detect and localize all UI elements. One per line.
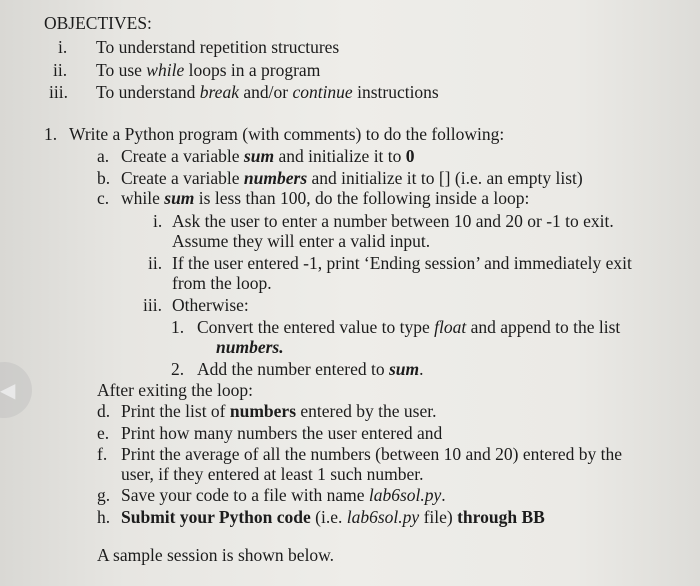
item-b-label: b. [97, 168, 111, 188]
objective-3-num: iii. [49, 82, 68, 102]
item-a-label: a. [97, 146, 110, 166]
item-c-iii-1-label: 1. [171, 317, 185, 337]
item-g-label: g. [97, 485, 111, 505]
question-1-text: Write a Python program (with comments) to do the following: [69, 124, 505, 144]
item-c-iii-1-text: Convert the entered value to type float and append to the list [197, 317, 621, 337]
item-b-text: Create a variable numbers and initialize it to [] (i.e. an empty list) [121, 168, 583, 188]
item-f-line2: user, if they entered at least 1 such number. [121, 464, 424, 484]
item-c-text: while sum is less than 100, do the following inside a loop: [121, 188, 530, 208]
objective-1-text: To understand repetition structures [96, 37, 340, 57]
item-c-iii-1-line2: numbers. [216, 337, 284, 357]
item-h-label: h. [97, 507, 111, 527]
objective-3-text: To understand break and/or continue instructions [96, 82, 439, 102]
item-f-label: f. [97, 444, 108, 464]
item-a-text: Create a variable sum and initialize it to 0 [121, 146, 415, 166]
item-c-i-label: i. [153, 211, 163, 231]
item-e-label: e. [97, 423, 110, 443]
item-c-ii-line1: If the user entered -1, print ‘Ending session’ and immediately exit [172, 253, 632, 273]
item-c-iii-label: iii. [143, 295, 162, 315]
sample-session-text: A sample session is shown below. [97, 545, 335, 565]
item-c-ii-line2: from the loop. [172, 273, 272, 293]
objective-2-num: ii. [53, 60, 68, 80]
objective-1-num: i. [58, 37, 68, 57]
item-d-text: Print the list of numbers entered by the user. [121, 401, 437, 421]
item-c-i-line1: Ask the user to enter a number between 10 and 20 or -1 to exit. [172, 211, 614, 231]
after-loop-text: After exiting the loop: [97, 380, 254, 400]
item-f-line1: Print the average of all the numbers (between 10 and 20) entered by the [121, 444, 622, 464]
back-arrow-icon: ◀ [0, 378, 16, 402]
objective-2-text: To use while loops in a program [96, 60, 321, 80]
page-back-overlay [0, 362, 32, 418]
objectives-heading: OBJECTIVES: [44, 13, 152, 33]
item-c-ii-label: ii. [148, 253, 163, 273]
item-c-label: c. [97, 188, 110, 208]
item-h-text: Submit your Python code (i.e. lab6sol.py file) through BB [121, 507, 545, 527]
item-g-text: Save your code to a file with name lab6sol.py. [121, 485, 446, 505]
item-c-iii-2-text: Add the number entered to sum. [197, 359, 424, 379]
question-1-num: 1. [44, 124, 58, 144]
item-c-iii-text: Otherwise: [172, 295, 249, 315]
item-c-i-line2: Assume they will enter a valid input. [172, 231, 431, 251]
item-d-label: d. [97, 401, 111, 421]
item-c-iii-2-label: 2. [171, 359, 185, 379]
item-e-text: Print how many numbers the user entered and [121, 423, 443, 443]
